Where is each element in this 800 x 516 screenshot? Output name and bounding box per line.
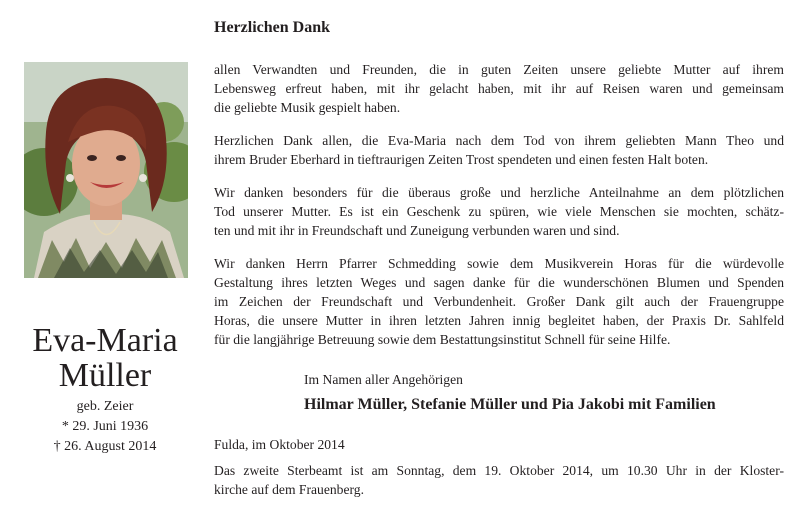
- paragraph-line: Wir danken besonders für die überaus große und herzliche Anteilnahme an dem plötzlichen: [214, 185, 784, 200]
- paragraph-line: im Zeichen der Freundschaft und Verbundenheit. Großer Dank gilt auch der Frauengruppe: [214, 294, 784, 309]
- thanks-heading: Herzlichen Dank: [214, 19, 330, 36]
- paragraph-2: [214, 131, 784, 169]
- service-notice: [214, 461, 784, 499]
- paragraph-line: die geliebte Musik gespielt haben.: [214, 100, 401, 115]
- portrait-image: [24, 62, 188, 278]
- paragraph-3: [214, 183, 784, 240]
- paragraph-line: ten und mit ihr in Freundschaft und Zuneigung verbunden waren und sind.: [214, 223, 620, 238]
- paragraph-line: Wir danken Herrn Pfarrer Schmedding sowie dem Musikverein Horas für die würdevolle: [214, 256, 784, 271]
- deceased-first-name: Eva-Maria: [32, 322, 178, 359]
- birth-name: geb. Zeier: [76, 399, 134, 414]
- paragraph-line: Horas, die unsere Mutter in ihren letzten Jahren innig begleitet haben, der Praxis Dr. Sahlfeld: [214, 313, 784, 328]
- notice-line: kirche auf dem Frauenberg.: [214, 482, 364, 497]
- deceased-last-name: Müller: [58, 357, 152, 394]
- paragraph-line: allen Verwandten und Freunden, die in guten Zeiten unsere geliebte Mutter auf ihrem: [214, 62, 784, 77]
- paragraph-1: [214, 60, 784, 117]
- paragraph-line: Lebensweg erfreut haben, mit ihr gelacht haben, mit ihr auf Reisen waren und gemeinsam: [214, 81, 784, 96]
- signature-intro: Im Namen aller Angehörigen: [304, 372, 463, 387]
- paragraph-line: für die langjährige Betreuung sowie dem Bestattungsinstitut Schnell für seine Hilfe.: [214, 332, 671, 347]
- birth-date: * 29. Juni 1936: [61, 419, 149, 434]
- signature-names: Hilmar Müller, Stefanie Müller und Pia Jakobi mit Familien: [304, 396, 716, 413]
- portrait-photo: [24, 62, 188, 278]
- place-date: Fulda, im Oktober 2014: [214, 437, 345, 452]
- left-column: [0, 0, 210, 516]
- paragraph-line: Tod unserer Mutter. Es ist ein Geschenk zu spüren, wie viele Menschen sie mochten, schätz-: [214, 204, 784, 219]
- notice-line: Das zweite Sterbeamt ist am Sonntag, dem 19. Oktober 2014, um 10.30 Uhr in der Kloster-: [214, 463, 784, 478]
- paragraph-4: [214, 254, 784, 349]
- death-date: † 26. August 2014: [53, 439, 157, 454]
- paragraph-line: ihrem Bruder Eberhard in tieftraurigen Zeiten Trost spendeten und einen festen Halt boten.: [214, 152, 709, 167]
- paragraph-line: Herzlichen Dank allen, die Eva-Maria nach dem Tod von ihrem geliebten Mann Theo und: [214, 133, 784, 148]
- paragraph-line: Gestaltung ihres letzten Weges und sagen danke für die wunderschönen Blumen und Spenden: [214, 275, 784, 290]
